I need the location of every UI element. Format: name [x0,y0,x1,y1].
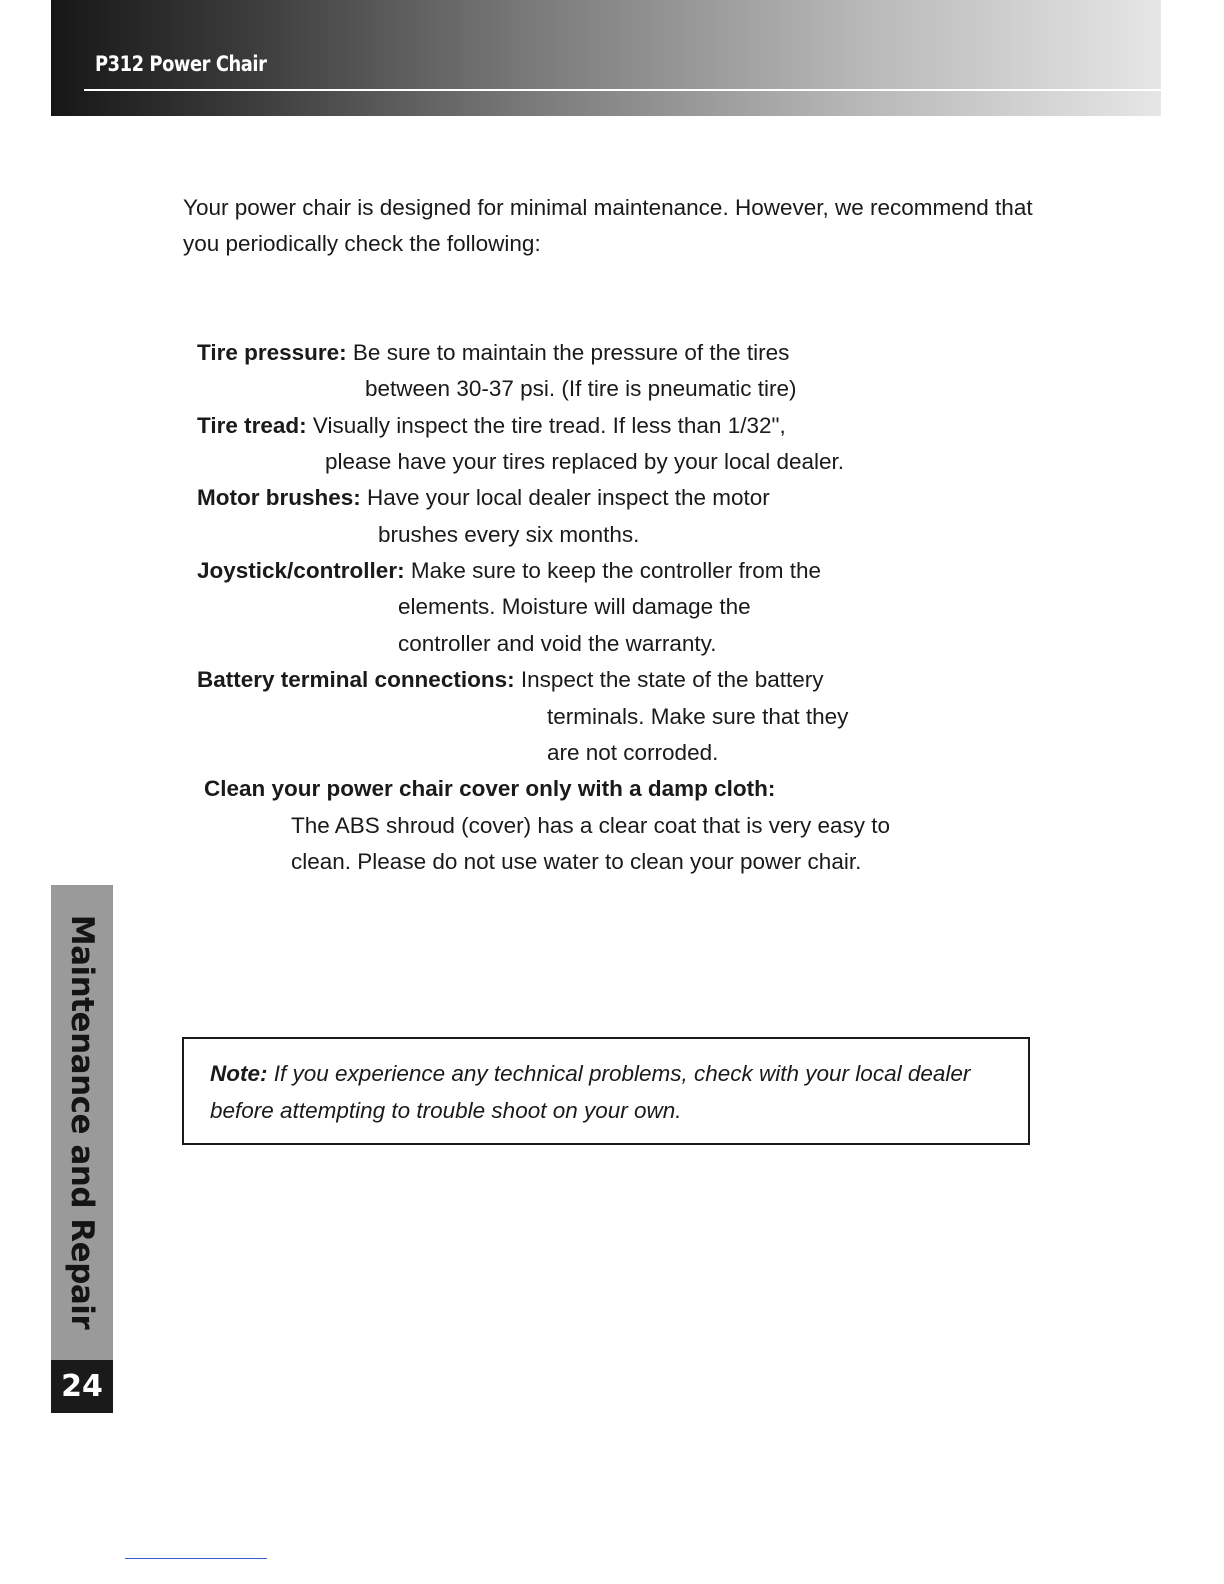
note-box [182,1037,1030,1145]
header-title: P312 Power Chair [95,52,267,76]
header-rule [84,89,1161,91]
item-text-continued: terminals. Make sure that they [547,704,849,729]
intro-paragraph: Your power chair is designed for minimal maintenance. However, we recommend that you periodically check the following: [183,195,1033,256]
section-tab-label: Maintenance and Repair [64,914,100,1330]
item-text: Have your local dealer inspect the motor [367,485,770,510]
item-label: Joystick/controller: [197,558,405,583]
item-text-continued: brushes every six months. [378,522,640,547]
item-joystick-controller [197,553,821,589]
item-tire-pressure [197,335,789,371]
cleaning-text: clean. Please do not use water to clean your power chair. [291,849,862,874]
item-battery-terminals [197,662,824,698]
section-side-tab [51,885,113,1360]
note-body: If you experience any technical problems, check with your local dealer before attempting to trouble shoot on your own. [210,1061,971,1123]
cleaning-heading: Clean your power chair cover only with a damp cloth: [204,776,776,801]
item-tire-tread [197,408,786,444]
item-label: Tire tread: [197,413,307,438]
page-header [51,0,1161,116]
item-text-continued: elements. Moisture will damage the [398,594,751,619]
note-label: Note: [210,1061,268,1086]
item-text: Inspect the state of the battery [520,667,824,692]
item-label: Battery terminal connections: [197,667,515,692]
item-text-continued: between 30-37 psi. (If tire is pneumatic tire) [365,376,797,401]
page-number: 24 [51,1360,113,1413]
note-text [210,1055,1020,1129]
item-text-continued: controller and void the warranty. [398,631,717,656]
cleaning-text: The ABS shroud (cover) has a clear coat that is very easy to [291,813,891,838]
footer-link-underline [125,1558,267,1559]
item-label: Motor brushes: [197,485,361,510]
item-text-continued: please have your tires replaced by your local dealer. [325,449,845,474]
item-label: Tire pressure: [197,340,347,365]
item-text-continued: are not corroded. [547,740,719,765]
item-text: Visually inspect the tire tread. If less than 1/32", [312,413,786,438]
item-motor-brushes [197,480,770,516]
item-text: Be sure to maintain the pressure of the tires [352,340,790,365]
item-text: Make sure to keep the controller from the [410,558,822,583]
